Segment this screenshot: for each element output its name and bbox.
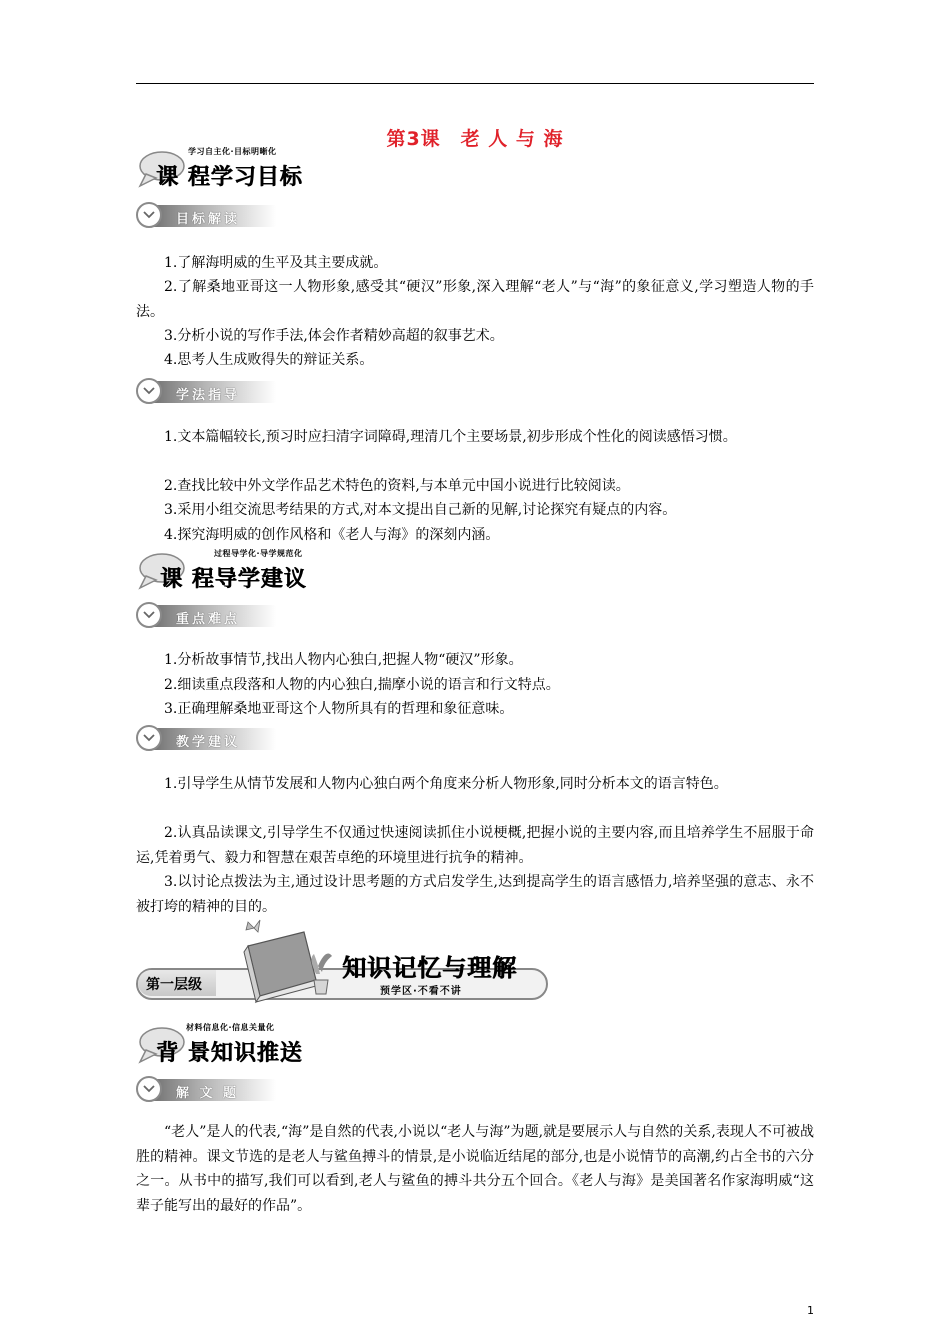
goal-item-1: 1.了解海明威的生平及其主要成就。	[164, 255, 388, 271]
book-plant-illustration-icon	[218, 918, 338, 1010]
subheader-goal-reading	[136, 202, 276, 230]
title-explain-paragraph: “老人”是人的代表,“海”是自然的代表,小说以“老人与海”为题,就是要展示人与自然的关系,表现人不可被战胜的精神。课文节选的是老人与鲨鱼搏斗的情景,是小说临近结尾的部分,也是小说情节的高潮,约占全书的六分之一。从书中的描写,我们可以看到,老人与鲨鱼的搏斗共分五个回合。《老人与海》是美国著名作家海明威“这辈子能写出的最好的作品”。	[136, 1124, 814, 1214]
section-header-goals	[136, 146, 466, 192]
goal-item-2: 2.了解桑地亚哥这一人物形象,感受其“硬汉”形象,深入理解“老人”与“海”的象征意义,学习塑造人物的手法。	[136, 279, 814, 320]
teaching-item-2: 2.认真品读课文,引导学生不仅通过快速阅读抓住小说梗概,把握小说的主要内容,而且培养学生不屈服于命运,凭着勇气、毅力和智慧在艰苦卓绝的环境里进行抗争的精神。	[136, 825, 814, 866]
header-rule	[136, 83, 814, 84]
section-title: 课 程导学建议	[160, 567, 307, 592]
section-caption: 材料信息化·信息关量化	[186, 1023, 275, 1032]
subheader-label: 重点难点	[176, 612, 241, 627]
subheader-label: 学法指导	[176, 388, 241, 403]
level-banner	[136, 918, 556, 1010]
banner-subtitle: 预学区·不看不讲	[380, 986, 462, 997]
banner-title: 知识记忆与理解	[342, 954, 517, 982]
teaching-item-3: 3.以讨论点拨法为主,通过设计思考题的方式启发学生,达到提高学生的语言感悟力,培养坚强的意志、永不被打垮的精神的目的。	[136, 874, 814, 915]
chevron-down-icon	[143, 387, 155, 395]
section-header-guide	[136, 548, 466, 594]
teaching-item-1: 1.引导学生从情节发展和人物内心独白两个角度来分析人物形象,同时分析本文的语言特色。	[164, 776, 728, 792]
chevron-down-icon	[143, 734, 155, 742]
level-label: 第一层级	[146, 977, 202, 993]
lesson-title: 第3课 老 人 与 海	[386, 128, 564, 150]
keypoint-item-1: 1.分析故事情节,找出人物内心独白,把握人物“硬汉”形象。	[164, 652, 523, 668]
subheader-study-method	[136, 378, 276, 406]
method-item-1: 1.文本篇幅较长,预习时应扫清字词障碍,理清几个主要场景,初步形成个性化的阅读感悟习惯。	[164, 429, 737, 445]
section-title: 背 景知识推送	[156, 1041, 303, 1066]
goal-item-4: 4.思考人生成败得失的辩证关系。	[164, 352, 374, 368]
chevron-down-icon	[143, 611, 155, 619]
subheader-key-points	[136, 602, 276, 630]
method-item-3: 3.采用小组交流思考结果的方式,对本文提出自己新的见解,讨论探究有疑点的内容。	[164, 502, 677, 518]
section-caption: 学习自主化·目标明晰化	[188, 147, 277, 156]
keypoint-item-3: 3.正确理解桑地亚哥这个人物所具有的哲理和象征意味。	[164, 701, 514, 717]
subheader-label: 解 文 题	[176, 1086, 240, 1101]
subheader-label: 目标解读	[176, 212, 241, 227]
chevron-down-icon	[143, 211, 155, 219]
goal-item-3: 3.分析小说的写作手法,体会作者精妙高超的叙事艺术。	[164, 328, 504, 344]
chevron-down-icon	[143, 1085, 155, 1093]
section-caption: 过程导学化·导学规范化	[214, 549, 303, 558]
page-number: 1	[807, 1304, 814, 1317]
subheader-title-explain	[136, 1076, 276, 1104]
subheader-label: 教学建议	[176, 735, 241, 750]
subheader-teaching	[136, 725, 276, 753]
section-header-background	[136, 1022, 466, 1068]
keypoint-item-2: 2.细读重点段落和人物的内心独白,揣摩小说的语言和行文特点。	[164, 677, 560, 693]
method-item-2: 2.查找比较中外文学作品艺术特色的资料,与本单元中国小说进行比较阅读。	[164, 478, 630, 494]
method-item-4: 4.探究海明威的创作风格和《老人与海》的深刻内涵。	[164, 527, 500, 543]
section-title: 课 程学习目标	[156, 165, 303, 190]
